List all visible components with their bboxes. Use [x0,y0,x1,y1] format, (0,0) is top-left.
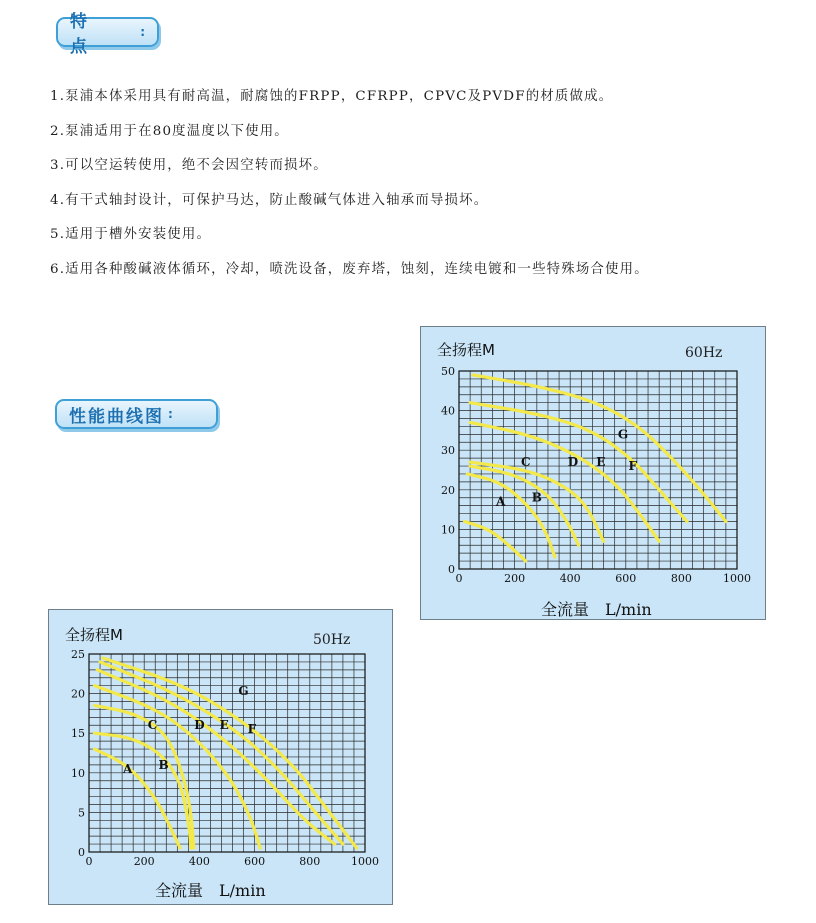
chart-60hz-curve-label-g: G [617,427,629,442]
chart-60hz-x-tick-label: 600 [615,572,637,585]
chart-60hz-curve-b [467,474,555,557]
chart-60hz-y-tick-label: 10 [441,523,455,537]
chart-60hz-curve-label-c: C [520,455,531,470]
chart-50hz-title: 50Hz [313,632,351,648]
chart-50hz-x-tick-label: 400 [188,855,210,868]
chart-50hz-xlabel [155,878,266,901]
chart-50hz-y-tick-label: 0 [78,846,85,859]
chart-60hz-ylabel: 全扬程M [437,341,495,359]
curves-heading-colon: : [168,407,175,421]
feature-item: 3.可以空运转使用，绝不会因空转而损坏。 [50,158,328,173]
chart-60hz-x-tick-label: 1000 [723,572,751,585]
features-heading-colon: : [140,25,157,39]
chart-50hz-x-tick-label: 1000 [351,855,379,868]
features-list [50,86,649,293]
chart-60hz-curve-g [473,375,726,522]
chart-60hz-y-tick-label: 50 [441,365,455,378]
chart-50hz-xlabel-text: 全流量 [155,881,204,900]
chart-50hz-curve-label-b: B [158,757,169,772]
chart-60hz-curve-label-d: D [567,455,579,470]
chart-60hz-title: 60Hz [685,345,723,361]
chart-50hz-x-tick-label: 600 [244,855,266,868]
chart-60hz-x-tick-label: 400 [559,572,581,585]
chart-60hz-curve-label-b: B [531,490,542,505]
chart-60hz-xlabel-text: 全流量 [541,600,590,619]
chart-60hz-y-tick-label: 0 [448,563,455,576]
chart-60hz-xunit: L/min [605,600,652,619]
chart-50hz-ylabel: 全扬程M [65,626,123,644]
feature-item: 5.适用于槽外安装使用。 [50,227,212,242]
chart-60hz-curve-label-e: E [596,455,606,470]
chart-60hz-xlabel [541,597,652,620]
features-heading-text: 特 点 [70,12,99,57]
chart-50hz-curve-b [95,733,192,848]
chart-50hz-y-tick-label: 15 [71,727,85,741]
chart-50hz-x-tick-label: 800 [299,855,321,868]
chart-panel-60hz [420,326,766,620]
chart-50hz-y-tick-label: 20 [71,687,85,701]
feature-item: 6.适用各种酸碱液体循环，冷却，喷洗设备，废弃塔，蚀刻，连续电镀和一些特殊场合使用。 [50,261,649,277]
chart-60hz-curve-label-a: A [496,494,506,509]
chart-50hz-x-tick-label: 0 [85,855,93,868]
chart-50hz-curve-label-c: C [147,718,158,733]
curves-heading [55,399,218,429]
chart-50hz-curve-label-e: E [219,718,229,733]
chart-60hz-y-tick-label: 20 [441,483,455,497]
chart-50hz-curve-label-g: G [238,684,249,699]
chart-60hz-x-tick-label: 800 [670,572,692,585]
chart-50hz-curve-label-d: D [194,718,205,733]
feature-item: 1.泵浦本体采用具有耐高温，耐腐蚀的FRPP，CFRPP，CPVC及PVDF的材质做成。 [50,89,614,104]
chart-50hz [49,610,394,906]
chart-50hz-x-tick-label: 200 [133,855,155,868]
chart-50hz-y-tick-label: 5 [78,806,85,820]
feature-item: 2.泵浦适用于在80度温度以下使用。 [50,123,289,139]
curves-heading-text: 性能曲线图 [69,406,164,427]
feature-item: 4.有干式轴封设计，可保护马达，防止酸碱气体进入轴承而导损坏。 [50,192,489,208]
chart-50hz-xunit: L/min [219,881,266,900]
chart-60hz-x-tick-label: 0 [455,572,463,585]
chart-panel-50hz [48,609,393,905]
chart-50hz-curve-g [103,658,357,848]
features-heading [56,12,159,57]
chart-60hz [421,327,767,621]
chart-60hz-y-tick-label: 30 [441,444,455,458]
chart-50hz-y-tick-label: 25 [71,648,85,661]
chart-50hz-curve-label-a: A [122,761,133,776]
chart-60hz-x-tick-label: 200 [504,572,526,585]
chart-60hz-y-tick-label: 40 [441,404,455,418]
chart-60hz-curve-a [465,521,526,561]
chart-60hz-curve-label-f: F [628,459,638,473]
chart-50hz-curve-label-f: F [247,722,257,737]
chart-50hz-y-tick-label: 10 [71,766,85,780]
